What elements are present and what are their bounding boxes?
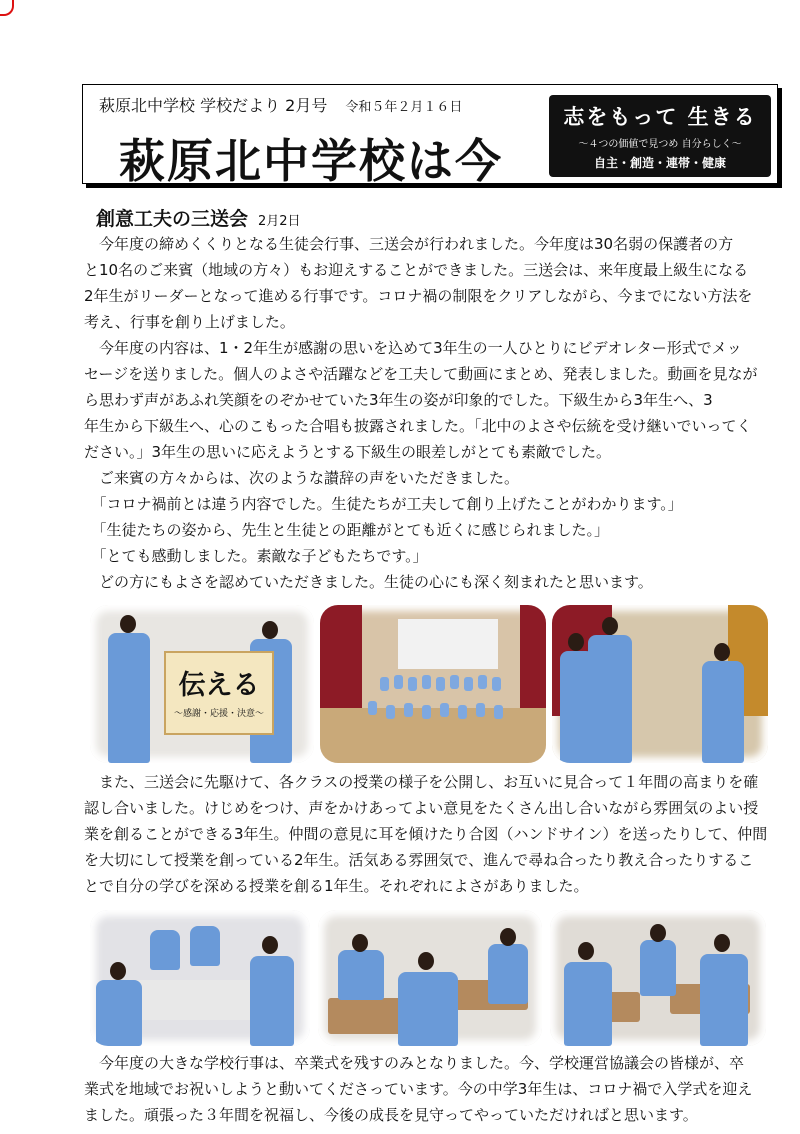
- student-figure: [380, 677, 389, 691]
- student-figure: [404, 703, 413, 717]
- photo-classroom-1: [90, 910, 310, 1046]
- text-line: ら思わず声があふれ笑顔をのぞかせていた3年生の姿が印象的でした。下級生から3年生へ、3: [84, 391, 713, 409]
- student-figure: [494, 705, 503, 719]
- student-figure: [488, 944, 528, 1004]
- text-line: とで自分の学びを深める授業を創る1年生。それぞれによさがありました。: [84, 877, 589, 895]
- text-line: 今年度の大きな学校行事は、卒業式を残すのみとなりました。今、学校運営協議会の皆様が、卒: [84, 1054, 745, 1072]
- article-paragraph-2: [84, 769, 784, 899]
- stage-curtain: [520, 605, 546, 716]
- text-line: セージを送りました。個人のよさや活躍などを工夫して動画にまとめ、発表しました。動画を見なが: [84, 365, 758, 383]
- text-line: ださい。」3年生の思いに応えようとする下級生の眼差しがとても素敵でした。: [84, 443, 612, 461]
- text-line: 「生徒たちの姿から、先生と生徒との距離がとても近くに感じられました。」: [84, 521, 610, 539]
- text-line: 「コロナ禍前とは違う内容でした。生徒たちが工夫して創り上げたことがわかります。」: [84, 495, 683, 513]
- student-head: [262, 621, 278, 639]
- photo-gym-chorus: [320, 605, 546, 763]
- article-title: 創意工夫の三送会: [96, 208, 249, 230]
- student-figure: [492, 677, 501, 691]
- student-figure: [422, 675, 431, 689]
- student-figure: [702, 661, 744, 763]
- photo-stage-performance: [552, 605, 768, 763]
- motto-sub: ～４つの価値で見つめ 自分らしく～: [578, 139, 742, 150]
- student-figure: [476, 703, 485, 717]
- student-head: [500, 928, 516, 946]
- corner-mark: [0, 0, 14, 16]
- text-line: 業を創ることができる3年生。仲間の意見に耳を傾けたり合図（ハンドサイン）を送ったりして、仲間: [84, 825, 768, 843]
- text-line: 「とても感動しました。素敵な子どもたちです。」: [84, 547, 428, 565]
- student-figure: [368, 701, 377, 715]
- student-head: [714, 643, 730, 661]
- text-line: 今年度の内容は、1・2年生が感謝の思いを込めて3年生の一人ひとりにビデオレター形式でメッ: [84, 339, 742, 357]
- issue-date: 令和５年２月１６日: [345, 100, 463, 115]
- student-figure: [436, 677, 445, 691]
- newsletter-name: 萩原北中学校 学校だより 2月号: [99, 96, 328, 115]
- text-line: 今年度の締めくくりとなる生徒会行事、三送会が行われました。今年度は30名弱の保護者の方: [84, 235, 734, 253]
- text-line: 認し合いました。けじめをつけ、声をかけあってよい意見をたくさん出し合いながら雰囲気のよい授: [84, 799, 759, 817]
- student-figure: [398, 972, 458, 1046]
- article-heading: [96, 204, 301, 231]
- sign-sub-text: ～感謝・応援・決意～: [173, 709, 264, 719]
- student-figure: [408, 677, 417, 691]
- student-figure: [150, 930, 180, 970]
- student-head: [602, 617, 618, 635]
- masthead-subtitle: [99, 93, 462, 116]
- article-paragraph-3: [84, 1050, 784, 1128]
- sign-board: [164, 651, 274, 735]
- text-line: 業式を地域でお祝いしようと動いてくださっています。今の中学3年生は、コロナ禍で入学式を迎え: [84, 1080, 753, 1098]
- student-figure: [478, 675, 487, 689]
- student-figure: [422, 705, 431, 719]
- newsletter-title: 萩原北中学校は今: [119, 134, 503, 188]
- motto-main: 志をもって 生きる: [563, 105, 757, 129]
- student-figure: [588, 635, 632, 763]
- text-line: と10名のご来賓（地域の方々）もお迎えすることができました。三送会は、来年度最上級生になる: [84, 261, 749, 279]
- student-head: [568, 633, 584, 651]
- masthead: [82, 84, 778, 188]
- student-figure: [338, 950, 384, 1000]
- article-paragraph-1: [84, 231, 784, 595]
- student-head: [418, 952, 434, 970]
- student-figure: [386, 705, 395, 719]
- school-motto-box: [549, 95, 771, 177]
- photo-classroom-3: [550, 910, 766, 1046]
- article-date: 2月2日: [258, 214, 301, 229]
- student-figure: [394, 675, 403, 689]
- student-figure: [700, 954, 748, 1046]
- text-line: ご来賓の方々からは、次のような讃辞の声をいただきました。: [84, 469, 520, 487]
- gym-floor: [320, 708, 546, 763]
- student-head: [650, 924, 666, 942]
- student-head: [714, 934, 730, 952]
- stage-curtain: [320, 605, 362, 716]
- sign-main-text: 伝える: [178, 670, 260, 701]
- student-head: [262, 936, 278, 954]
- student-head: [578, 942, 594, 960]
- projection-screen: [398, 619, 498, 669]
- student-figure: [458, 705, 467, 719]
- text-line: ました。頑張った３年間を祝福し、今後の成長を見守ってやっていただければと思います。: [84, 1106, 698, 1124]
- student-head: [120, 615, 136, 633]
- student-figure: [96, 980, 142, 1046]
- student-figure: [108, 633, 150, 763]
- student-figure: [440, 703, 449, 717]
- text-line: を大切にして授業を創っている2年生。活気ある雰囲気で、進んで尋ね合ったり教え合ったりするこ: [84, 851, 754, 869]
- student-figure: [564, 962, 612, 1046]
- student-figure: [190, 926, 220, 966]
- text-line: 2年生がリーダーとなって進める行事です。コロナ禍の制限をクリアしながら、今までにない方法を: [84, 287, 753, 305]
- photo-classroom-2: [318, 910, 542, 1046]
- student-figure: [250, 956, 294, 1046]
- student-figure: [640, 940, 676, 996]
- student-figure: [450, 675, 459, 689]
- student-head: [110, 962, 126, 980]
- student-figure: [464, 677, 473, 691]
- text-line: また、三送会に先駆けて、各クラスの授業の様子を公開し、お互いに見合って１年間の高まりを確: [84, 773, 759, 791]
- motto-values: 自主・創造・連帯・健康: [593, 156, 726, 170]
- photo-students-with-sign: [90, 605, 314, 763]
- student-head: [352, 934, 368, 952]
- text-line: どの方にもよさを認めていただきました。生徒の心にも深く刻まれたと思います。: [84, 573, 653, 591]
- desk: [130, 980, 270, 1020]
- text-line: 年生から下級生へ、心のこもった合唱も披露されました。「北中のよさや伝統を受け継いでいってく: [84, 417, 752, 435]
- text-line: 考え、行事を創り上げました。: [84, 313, 295, 331]
